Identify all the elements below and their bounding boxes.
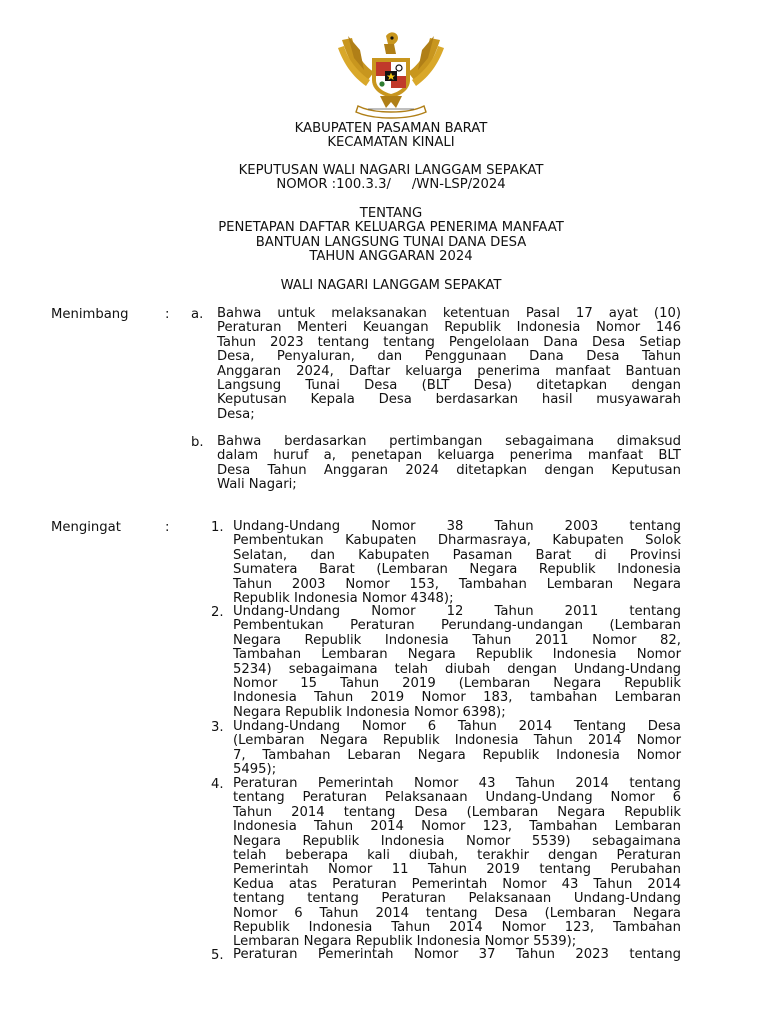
regency-name: KABUPATEN PASAMAN BARAT [294,121,488,136]
subject-line-2: BANTUAN LANGSUNG TUNAI DANA DESA [255,234,527,250]
text-line: Indonesia Tahun 2019 Nomor 183, tambahan Lembaran [233,690,681,706]
item-number: 1. [211,520,224,535]
mengingat-colon: : [165,520,170,535]
text-line: Kedua atas Peraturan Pemerintah Nomor 43 Tahun 2014 [233,876,681,892]
text-line: Langsung Tunai Desa (BLT Desa) ditetapkan dengan [217,378,681,394]
text-line: Indonesia Tahun 2014 Nomor 123, Tambahan Lembaran [233,819,681,835]
text-line: Undang-Undang Nomor 12 Tahun 2011 tentang [233,604,681,619]
text-line: 7, Tambahan Lebaran Negara Republik Indonesia Nomor [233,747,681,763]
menimbang-a-letter: a. [191,307,204,322]
menimbang-b-text [217,435,681,493]
text-line: Bahwa berdasarkan pertimbangan sebagaimana dimaksud [217,434,681,449]
issuer-heading [0,279,768,293]
text-line: Pembentukan Kabupaten Dharmasraya, Kabupaten Solok [233,533,681,549]
text-line: Negara Republik Indonesia Nomor 6398); [233,704,506,720]
text-line: Undang-Undang Nomor 38 Tahun 2003 tentang [233,519,681,534]
subject-line-1: PENETAPAN DAFTAR KELUARGA PENERIMA MANFAAT [218,220,564,236]
text-line: Nomor 15 Tahun 2019 (Lembaran Negara Republik [233,676,681,692]
text-line: Undang-Undang Nomor 6 Tahun 2014 Tentang Desa [233,719,681,734]
item-number: 3. [211,720,224,735]
text-line: Nomor 6 Tahun 2014 tentang Desa (Lembaran Negara [233,905,681,921]
mengingat-item-2 [233,605,681,720]
text-line: dalam huruf a, penetapan keluarga penerima manfaat BLT [217,448,681,464]
text-line: Negara Republik Indonesia Nomor 5539) sebagaimana [233,833,681,849]
text-line: Negara Republik Indonesia Tahun 2011 Nomor 82, [233,632,681,648]
menimbang-b-letter: b. [191,435,204,450]
text-line: Keputusan Kepala Desa berdasarkan hasil musyawarah [217,392,681,408]
menimbang-colon: : [165,307,170,322]
text-line: tentang Peraturan Pelaksanaan Undang-Undang Nomor 6 [233,790,681,806]
mengingat-label: Mengingat [51,520,121,535]
item-number: 2. [211,605,224,620]
text-line: Pembentukan Peraturan Perundang-undangan (Lembaran [233,618,681,634]
text-line: Desa Tahun Anggaran 2024 ditetapkan dengan Keputusan [217,462,681,478]
text-line: tentang tentang Peraturan Pelaksanaan Undang-Undang [233,891,681,907]
text-line: Tahun 2003 Nomor 153, Tambahan Lembaran Negara [233,576,681,592]
mengingat-item-5 [233,948,681,962]
text-line: telah beberapa kali diubah, terakhir dengan Peraturan [233,848,681,864]
text-line: Peraturan Pemerintah Nomor 37 Tahun 2023 tentang [233,947,681,962]
regency-heading [0,122,768,151]
subject-line-3: TAHUN ANGGARAN 2024 [309,249,473,265]
text-line: 5234) sebagaimana telah diubah dengan Undang-Undang [233,661,681,677]
text-line: Desa, Penyaluran, dan Penggunaan Dana Desa Tahun [217,349,681,365]
text-line: Peraturan Menteri Keuangan Republik Indonesia Nomor 146 [217,320,681,336]
text-line: Lembaran Negara Republik Indonesia Nomor 5539); [233,934,577,950]
menimbang-label: Menimbang [51,307,129,322]
text-line: Tambahan Lembaran Negara Republik Indonesia Nomor [233,647,681,663]
text-line: Sumatera Barat (Lembaran Negara Republik Indonesia [233,562,681,578]
issuer-name: WALI NAGARI LANGGAM SEPAKAT [280,278,502,293]
text-line: Pemerintah Nomor 11 Tahun 2019 tentang Perubahan [233,862,681,878]
text-line: Selatan, dan Kabupaten Pasaman Barat di Provinsi [233,547,681,563]
text-line: Anggaran 2024, Daftar keluarga penerima manfaat Bantuan [217,363,681,379]
decree-heading [0,164,768,193]
text-line: Bahwa untuk melaksanakan ketentuan Pasal 17 ayat (10) [217,306,681,321]
text-line: Desa; [217,406,255,422]
mengingat-item-4 [233,777,681,950]
text-line: 5495); [233,762,277,778]
decree-title: KEPUTUSAN WALI NAGARI LANGGAM SEPAKAT [238,163,544,178]
menimbang-a-text [217,307,681,422]
text-line: Tahun 2023 tentang tentang Pengelolaan Dana Desa Setiap [217,334,681,350]
decree-subject [0,207,768,265]
mengingat-item-3 [233,720,681,778]
garuda-emblem-icon [334,28,448,120]
text-line: Wali Nagari; [217,477,297,493]
text-line: Peraturan Pemerintah Nomor 43 Tahun 2014 tentang [233,776,681,791]
text-line: Tahun 2014 tentang Desa (Lembaran Negara Republik [233,804,681,820]
text-line: Republik Indonesia Nomor 4348); [233,591,454,607]
text-line: Republik Indonesia Tahun 2014 Nomor 123, Tambahan [233,920,681,936]
decree-number: NOMOR :100.3.3/ /WN-LSP/2024 [276,177,506,193]
text-line: (Lembaran Negara Republik Indonesia Tahun 2014 Nomor [233,733,681,749]
item-number: 4. [211,777,224,792]
district-name: KECAMATAN KINALI [327,135,455,151]
mengingat-item-1 [233,520,681,606]
subject-label: TENTANG [359,206,423,221]
item-number: 5. [211,948,224,963]
